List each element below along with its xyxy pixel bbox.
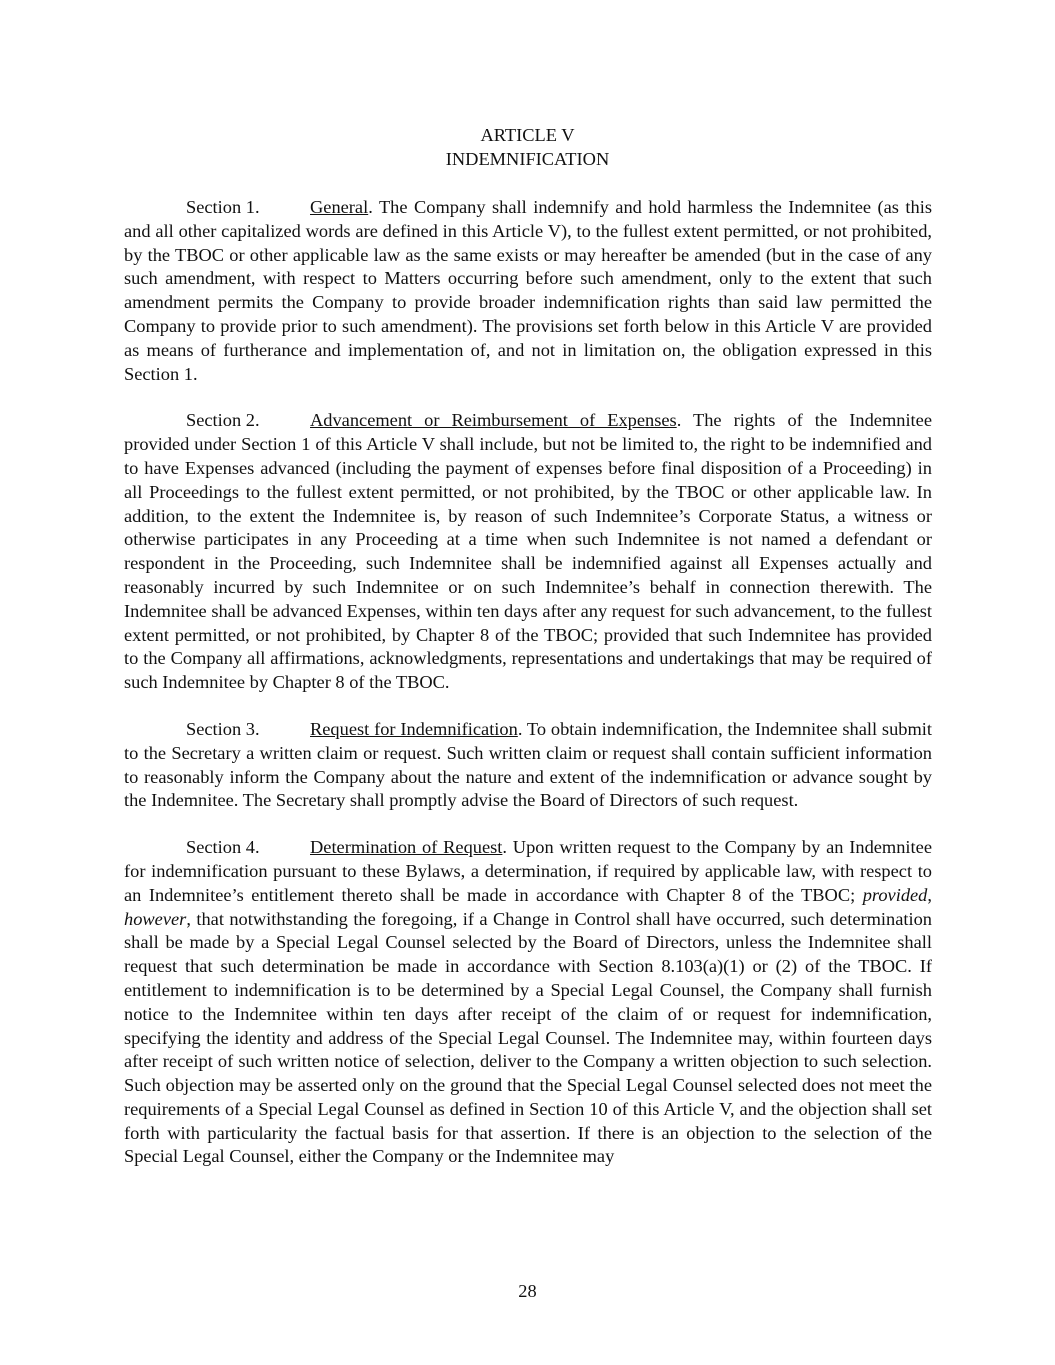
section-title: Determination of Request — [310, 837, 503, 858]
section-number: Section 2. — [186, 410, 260, 431]
section-1-paragraph — [124, 196, 932, 386]
article-body — [124, 196, 932, 1192]
section-text: . The Company shall indemnify and hold harmless the Indemnitee (as this and all other capitalized words are defined in this Article V), to the fullest extent permitted, or not prohibited, by the TBOC or other applicable law as the same exists or may hereafter be amended (but in the case of any such amendment, with respect to Matters occurring before such amendment, only to the extent that such amendment permits the Company to provide broader indemnification rights than said law permitted the Company to provide prior to such amendment). The provisions set forth below in this Article V are provided as means of furtherance and implementation of, and not in limitation on, the obligation expressed in this Section 1. — [124, 197, 932, 384]
article-title-heading: INDEMNIFICATION — [445, 149, 610, 169]
page-number: 28 — [518, 1281, 537, 1301]
italic-term: however — [124, 908, 187, 929]
section-text: . To obtain indemnification, the Indemnitee shall submit to the Secretary a written claim or request. Such written claim or request shall contain sufficient information to reasonably inform the Company about the nature and extent of the indemnification or advance sought by the Indemnitee. The Secretary shall promptly advise the Board of Directors of such request. — [124, 718, 932, 811]
article-number-heading: ARTICLE V — [480, 125, 575, 145]
section-number: Section 4. — [186, 837, 260, 858]
section-text: . Upon written request to the Company by an Indemnitee for indemnification pursuant to these Bylaws, a determination, if required by applicable law, with respect to an Indemnitee’s entitlement thereto shall be made in accordance with Chapter 8 of the TBOC; — [124, 837, 932, 905]
section-title: Advancement or Reimbursement of Expenses — [310, 410, 677, 431]
section-title: Request for Indemnification — [310, 718, 518, 739]
section-number: Section 1. — [186, 197, 260, 217]
section-2-paragraph — [124, 409, 932, 695]
section-text: . The rights of the Indemnitee provided under Section 1 of this Article V shall include, but not be limited to, the right to be indemnified and to have Expenses advanced (including the payment of expenses before final disposition of a Proceeding) in all Proceedings to the fullest extent permitted, or not prohibited, by the TBOC or other applicable law. In addition, to the extent the Indemnitee is, by reason of such Indemnitee’s Corporate Status, a witness or otherwise participates in any Proceeding at a time when such Indemnitee is not named a defendant or respondent in the Proceeding, such Indemnitee shall be indemnified against all Expenses actually and reasonably incurred by such Indemnitee or on such Indemnitee’s behalf in connection therewith. The Indemnitee shall be advanced Expenses, within ten days after any request for such advancement, to the fullest extent permitted, or not prohibited, by Chapter 8 of the TBOC; provided that such Indemnitee has provided to the Company all affirmations, acknowledgments, representations and undertakings that may be required of such Indemnitee by Chapter 8 of the TBOC. — [124, 410, 932, 693]
section-title: General — [310, 197, 369, 217]
section-text: , — [927, 884, 932, 905]
section-3-paragraph — [124, 718, 932, 813]
section-text: , that notwithstanding the foregoing, if a Change in Control shall have occurred, such determination shall be made by a Special Legal Counsel selected by the Board of Directors, unless the Indemnitee shall request that such determination be made in accordance with Section 8.103(a)(1) or (2) of the TBOC. If entitlement to indemnification is to be determined by a Special Legal Counsel, the Company shall furnish notice to the Indemnitee within ten days after receipt of the claim of or request for indemnification, specifying the identity and address of the Special Legal Counsel. The Indemnitee may, within fourteen days after receipt of such written notice of selection, deliver to the Company a written objection to such selection. Such objection may be asserted only on the ground that the Special Legal Counsel selected does not meet the requirements of a Special Legal Counsel as defined in Section 10 of this Article V, and the objection shall set forth with particularity the factual basis for that assertion. If there is an objection to the selection of the Special Legal Counsel, either the Company or the Indemnitee may — [124, 908, 932, 1167]
italic-term: provided — [862, 884, 928, 905]
section-4-paragraph — [124, 836, 932, 1169]
section-number: Section 3. — [186, 718, 260, 739]
